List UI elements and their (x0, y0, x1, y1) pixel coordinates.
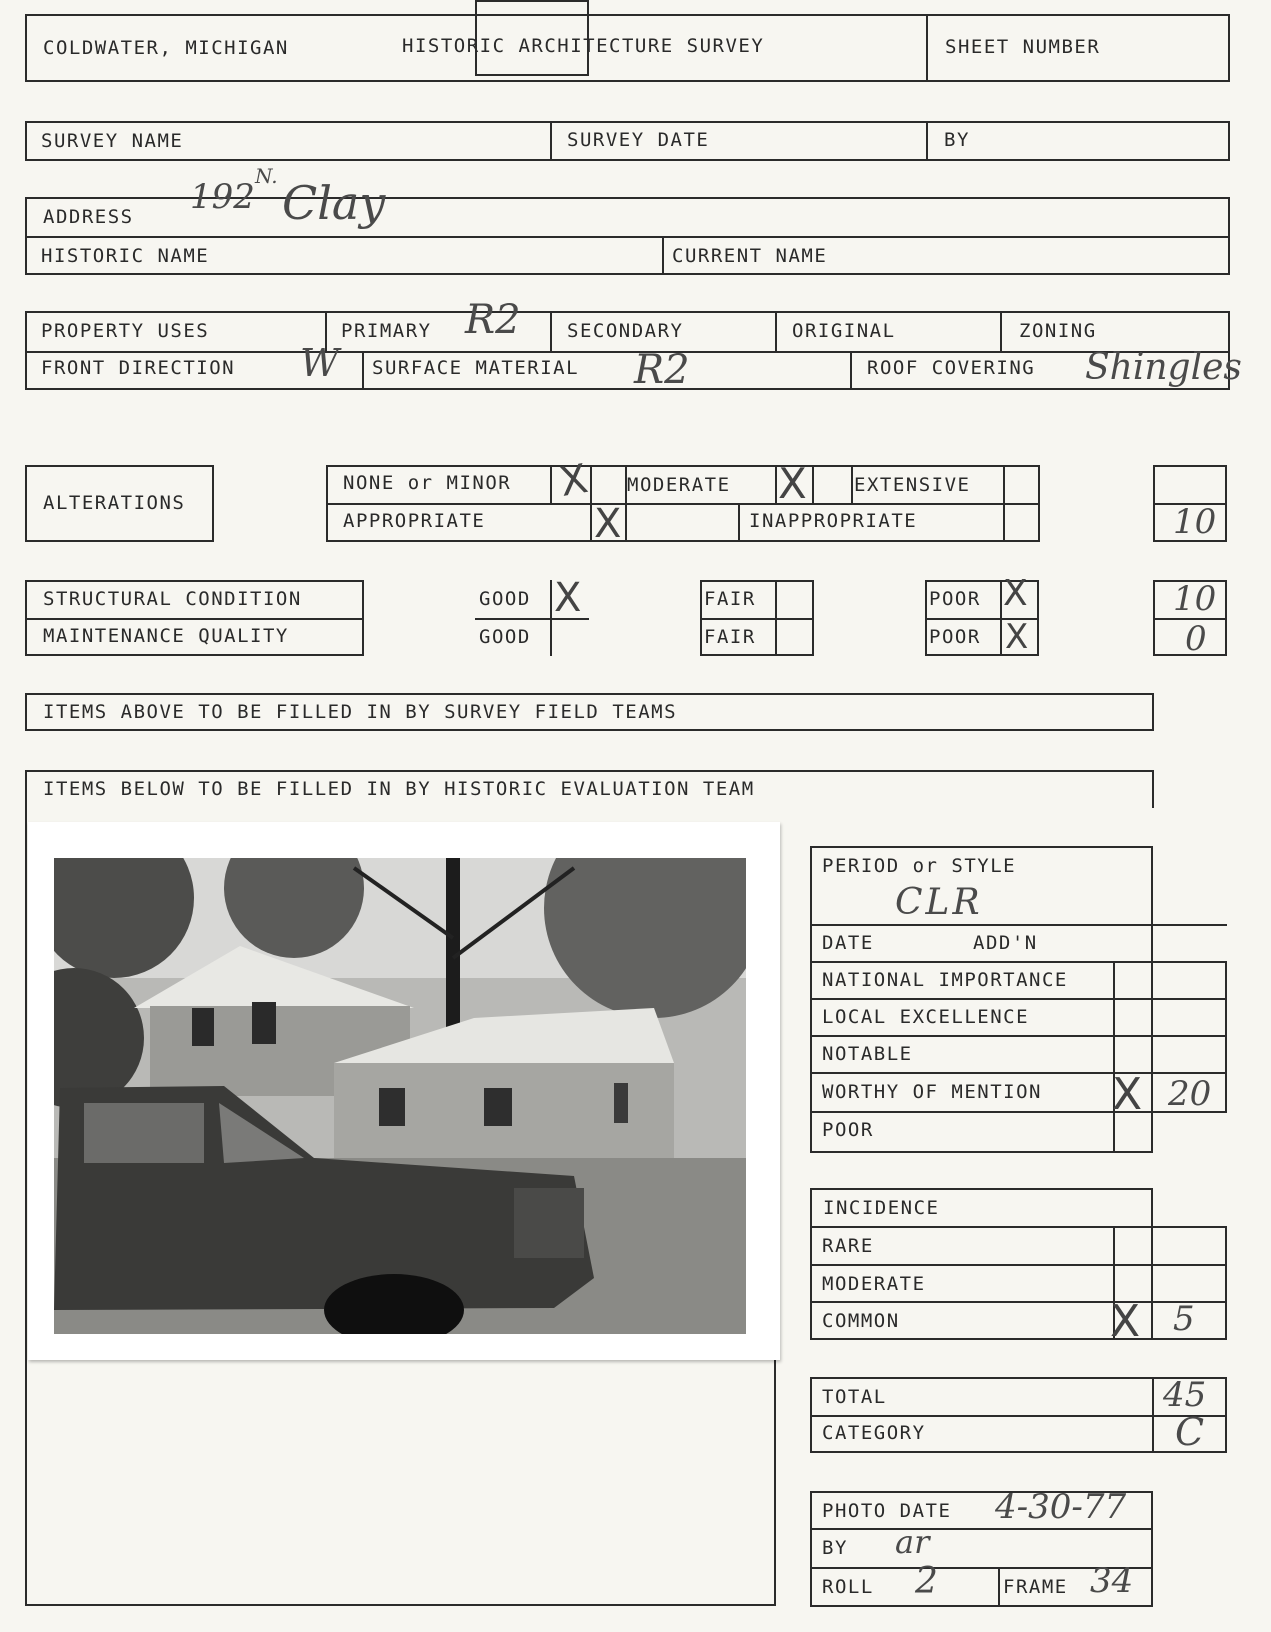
maintenance-label: MAINTENANCE QUALITY (43, 625, 289, 647)
common-label: COMMON (822, 1310, 900, 1332)
frame-value: 34 (1090, 1561, 1134, 1601)
primary-label: PRIMARY (341, 320, 432, 342)
maintenance-poor-label: POOR (929, 626, 981, 648)
period-value: CLR (895, 882, 983, 923)
none-minor-label: NONE or MINOR (343, 472, 512, 494)
good-box (475, 0, 589, 76)
historic-name-label: HISTORIC NAME (41, 245, 210, 267)
maintenance-good-label: GOOD (479, 626, 531, 648)
common-score: 5 (1173, 1299, 1195, 1339)
survey-date-label: SURVEY DATE (567, 129, 710, 151)
maintenance-fair-label: FAIR (704, 626, 756, 648)
photo-date-value: 4-30-77 (995, 1487, 1127, 1527)
total-label: TOTAL (822, 1386, 887, 1408)
none-minor-check: X (556, 455, 592, 507)
structural-good-check: X (554, 575, 582, 621)
roll-value: 2 (915, 1561, 938, 1602)
moderate-label: MODERATE (627, 474, 731, 496)
primary-value: R2 (465, 297, 521, 343)
house-photograph (28, 822, 780, 1360)
front-direction-label: FRONT DIRECTION (41, 357, 236, 379)
structural-poor-check: X (1003, 573, 1028, 614)
total-value: 45 (1163, 1375, 1207, 1415)
header-title: HISTORIC ARCHITECTURE SURVEY (402, 35, 765, 57)
secondary-label: SECONDARY (567, 320, 684, 342)
national-importance: NATIONAL IMPORTANCE (822, 969, 1068, 991)
worthy-of-mention: WORTHY OF MENTION (822, 1081, 1042, 1103)
addn-label: ADD'N (973, 932, 1038, 954)
alterations-score: 10 (1173, 502, 1217, 542)
photo-date-label: PHOTO DATE (822, 1500, 952, 1522)
worthy-score: 20 (1168, 1074, 1212, 1114)
date-label: DATE (822, 932, 874, 954)
evaluation-team-text: ITEMS BELOW TO BE FILLED IN BY HISTORIC EVALUATION TEAM (43, 778, 755, 800)
category-label: CATEGORY (822, 1422, 926, 1444)
address-number: 192 (190, 177, 255, 217)
incidence-moderate: MODERATE (822, 1273, 926, 1295)
notable: NOTABLE (822, 1043, 913, 1065)
address-direction: N. (255, 164, 278, 188)
inappropriate-label: INAPPROPRIATE (749, 510, 918, 532)
header-city: COLDWATER, MICHIGAN (43, 37, 289, 59)
photo-by-label: BY (822, 1537, 848, 1559)
structural-good-label: GOOD (479, 588, 531, 610)
extensive-label: EXTENSIVE (854, 474, 971, 496)
roof-covering-label: ROOF COVERING (867, 357, 1036, 379)
rare-label: RARE (822, 1235, 874, 1257)
address-label: ADDRESS (43, 206, 134, 228)
sheet-number-label: SHEET NUMBER (945, 36, 1101, 58)
structural-score: 10 (1173, 579, 1217, 619)
field-teams-text: ITEMS ABOVE TO BE FILLED IN BY SURVEY FIELD TEAMS (43, 701, 678, 723)
moderate-check: X (778, 459, 807, 508)
structural-fair-label: FAIR (704, 588, 756, 610)
zoning-label: ZONING (1019, 320, 1097, 342)
incidence-label: INCIDENCE (823, 1197, 940, 1219)
local-excellence: LOCAL EXCELLENCE (822, 1006, 1030, 1028)
current-name-label: CURRENT NAME (672, 245, 828, 267)
address-street: Clay (282, 176, 386, 230)
category-value: C (1175, 1410, 1205, 1454)
common-check: X (1110, 1296, 1141, 1347)
alterations-label: ALTERATIONS (43, 492, 186, 514)
appropriate-check: X (594, 501, 622, 547)
maintenance-poor-check: X (1005, 617, 1029, 657)
appropriate-label: APPROPRIATE (343, 510, 486, 532)
original-label: ORIGINAL (792, 320, 896, 342)
survey-name-label: SURVEY NAME (41, 130, 184, 152)
front-direction-value: W (300, 341, 340, 385)
evaluation-poor: POOR (822, 1119, 874, 1141)
roof-covering-value: Shingles (1085, 347, 1242, 388)
structural-poor-label: POOR (929, 588, 981, 610)
maintenance-score: 0 (1185, 619, 1207, 659)
frame-label: FRAME (1003, 1576, 1068, 1598)
property-uses-label: PROPERTY USES (41, 320, 210, 342)
roll-label: ROLL (822, 1576, 874, 1598)
survey-by-label: BY (944, 129, 970, 151)
worthy-check: X (1112, 1069, 1143, 1120)
period-label: PERIOD or STYLE (822, 855, 1017, 877)
surface-material-label: SURFACE MATERIAL (372, 357, 580, 379)
photo-by-value: ar (895, 1523, 930, 1561)
surface-material-value: R2 (634, 347, 690, 393)
structural-label: STRUCTURAL CONDITION (43, 588, 302, 610)
house-photo-image (54, 858, 746, 1334)
